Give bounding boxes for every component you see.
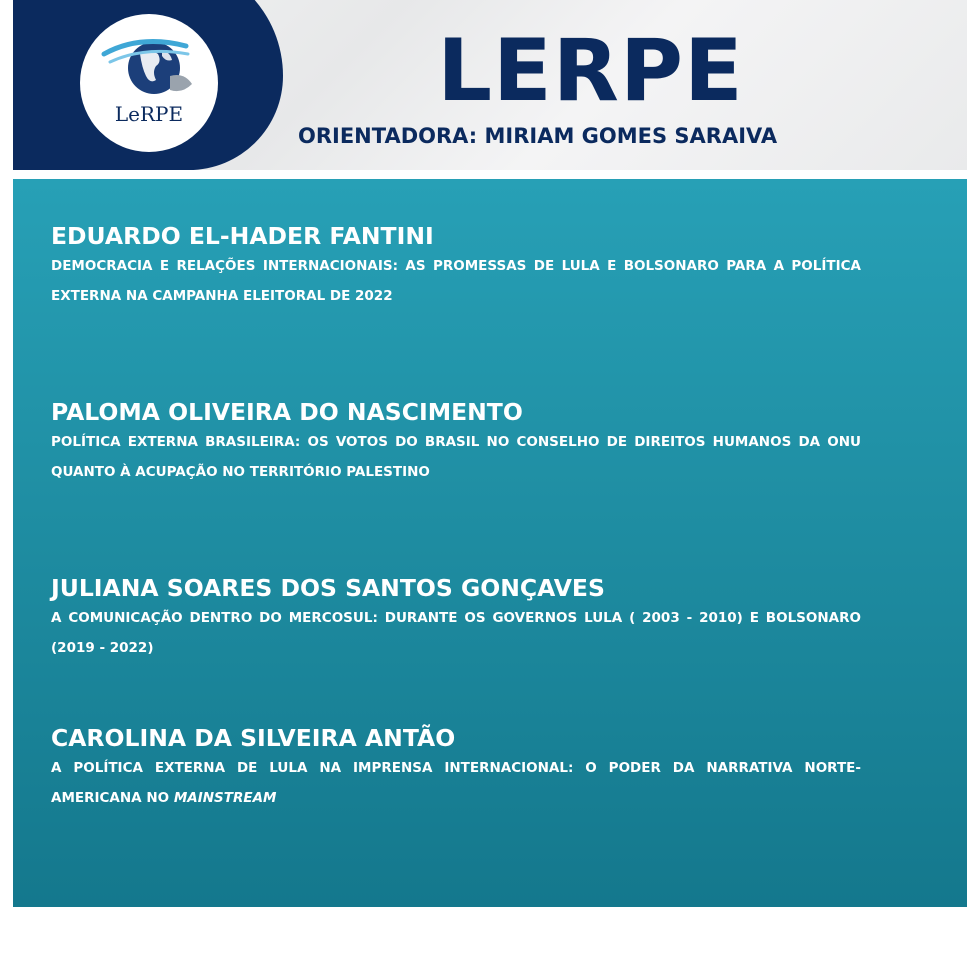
content-panel <box>13 179 967 907</box>
page-subtitle: ORIENTADORA: MIRIAM GOMES SARAIVA <box>298 124 778 148</box>
thesis-title: DEMOCRACIA E RELAÇÕES INTERNACIONAIS: AS PROMESSAS DE LULA E BOLSONARO PARA A POLÍTICA EXTERNA NA CAMPANHA ELEITORAL DE 2022 <box>51 258 861 304</box>
thesis-title: A COMUNICAÇÃO DENTRO DO MERCOSUL: DURANTE OS GOVERNOS LULA ( 2003 - 2010) E BOLSONARO (2019 - 2022) <box>51 610 861 656</box>
header <box>13 0 967 170</box>
thesis-title-emphasis: MAINSTREAM <box>173 789 277 806</box>
lerpe-logo <box>80 14 218 152</box>
thesis-title: POLÍTICA EXTERNA BRASILEIRA: OS VOTOS DO BRASIL NO CONSELHO DE DIREITOS HUMANOS DA ONU QUANTO À ACUPAÇÃO NO TERRITÓRIO PALESTINO <box>51 434 861 480</box>
logo-text: LeRPE <box>114 102 184 126</box>
list-item <box>51 221 861 311</box>
globe-icon <box>100 32 198 106</box>
student-name: CAROLINA DA SILVEIRA ANTÃO <box>51 724 456 752</box>
list-item <box>51 573 861 663</box>
page-title: LERPE <box>437 21 744 121</box>
thesis-title <box>51 754 861 813</box>
list-item <box>51 723 861 813</box>
student-name: EDUARDO EL-HADER FANTINI <box>51 222 434 250</box>
thesis-title-text: A POLÍTICA EXTERNA DE LULA NA IMPRENSA INTERNACIONAL: O PODER DA NARRATIVA NORTE-AMERICANA NO <box>51 760 861 806</box>
student-name: PALOMA OLIVEIRA DO NASCIMENTO <box>51 398 523 426</box>
list-item <box>51 397 861 487</box>
student-name: JULIANA SOARES DOS SANTOS GONÇAVES <box>51 574 605 602</box>
